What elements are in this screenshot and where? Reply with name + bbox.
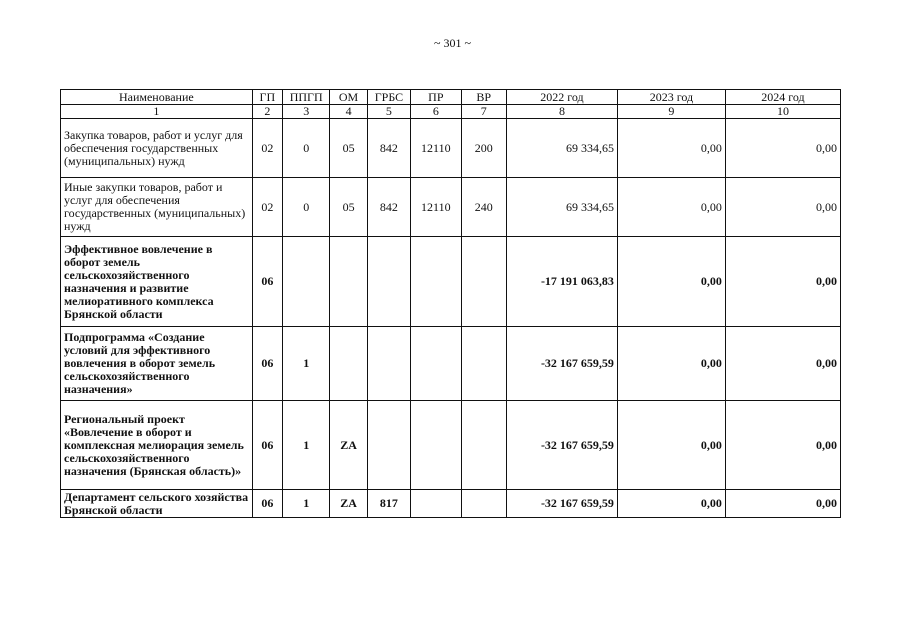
row-2022: -32 167 659,59 [506,327,617,401]
row-ppgp [282,237,329,327]
row-vr [461,237,506,327]
column-number-row [61,105,841,119]
row-gp: 06 [252,237,282,327]
table-row [61,490,841,518]
row-name: Эффективное вовлечение в оборот земель сельскохозяйственного назначения и развитие мелиоративного комплекса Брянской области [61,237,253,327]
row-om: ZA [330,490,367,518]
row-pr [411,401,461,490]
row-gp: 02 [252,178,282,237]
header-vr: ВР [461,90,506,105]
row-vr [461,490,506,518]
row-om [330,237,367,327]
row-grbs [367,237,410,327]
column-number: 7 [461,105,506,119]
row-pr [411,327,461,401]
row-ppgp: 0 [282,178,329,237]
row-vr [461,401,506,490]
row-pr [411,237,461,327]
header-ppgp: ППГП [282,90,329,105]
row-2024: 0,00 [725,237,840,327]
row-name: Иные закупки товаров, работ и услуг для обеспечения государственных (муниципальных) нужд [61,178,253,237]
row-2023: 0,00 [617,178,725,237]
row-gp: 06 [252,401,282,490]
row-ppgp: 1 [282,401,329,490]
table-row [61,327,841,401]
column-number: 5 [367,105,410,119]
row-name: Подпрограмма «Создание условий для эффективного вовлечения в оборот земель сельскохозяйственного назначения» [61,327,253,401]
table-row [61,178,841,237]
row-pr: 12110 [411,178,461,237]
table-row [61,401,841,490]
row-2022: -32 167 659,59 [506,490,617,518]
row-grbs: 842 [367,119,410,178]
row-vr: 240 [461,178,506,237]
column-number: 10 [725,105,840,119]
row-2022: -32 167 659,59 [506,401,617,490]
header-row [61,90,841,105]
header-2024: 2024 год [725,90,840,105]
row-vr [461,327,506,401]
row-2024: 0,00 [725,490,840,518]
row-2023: 0,00 [617,327,725,401]
row-om: ZA [330,401,367,490]
column-number: 9 [617,105,725,119]
header-2023: 2023 год [617,90,725,105]
row-ppgp: 0 [282,119,329,178]
table-row [61,119,841,178]
row-2023: 0,00 [617,119,725,178]
row-2023: 0,00 [617,490,725,518]
row-om: 05 [330,119,367,178]
row-2022: -17 191 063,83 [506,237,617,327]
row-2024: 0,00 [725,119,840,178]
row-ppgp: 1 [282,327,329,401]
row-pr [411,490,461,518]
row-name: Закупка товаров, работ и услуг для обеспечения государственных (муниципальных) нужд [61,119,253,178]
row-2024: 0,00 [725,401,840,490]
row-om: 05 [330,178,367,237]
row-grbs: 842 [367,178,410,237]
row-gp: 02 [252,119,282,178]
row-gp: 06 [252,490,282,518]
column-number: 1 [61,105,253,119]
row-name: Региональный проект «Вовлечение в оборот и комплексная мелиорация земель сельскохозяйственного назначения (Брянская область)» [61,401,253,490]
column-number: 3 [282,105,329,119]
row-grbs [367,327,410,401]
header-grbs: ГРБС [367,90,410,105]
row-pr: 12110 [411,119,461,178]
row-2024: 0,00 [725,178,840,237]
row-grbs [367,401,410,490]
row-gp: 06 [252,327,282,401]
row-2022: 69 334,65 [506,178,617,237]
row-2023: 0,00 [617,401,725,490]
row-2022: 69 334,65 [506,119,617,178]
row-2024: 0,00 [725,327,840,401]
column-number: 6 [411,105,461,119]
column-number: 8 [506,105,617,119]
budget-table [60,89,841,518]
row-2023: 0,00 [617,237,725,327]
page-number: ~ 301 ~ [434,36,471,50]
header-name: Наименование [61,90,253,105]
header-2022: 2022 год [506,90,617,105]
row-om [330,327,367,401]
header-gp: ГП [252,90,282,105]
column-number: 4 [330,105,367,119]
row-ppgp: 1 [282,490,329,518]
column-number: 2 [252,105,282,119]
header-pr: ПР [411,90,461,105]
row-grbs: 817 [367,490,410,518]
header-om: ОМ [330,90,367,105]
row-vr: 200 [461,119,506,178]
row-name: Департамент сельского хозяйства Брянской области [61,490,253,518]
table-row [61,237,841,327]
